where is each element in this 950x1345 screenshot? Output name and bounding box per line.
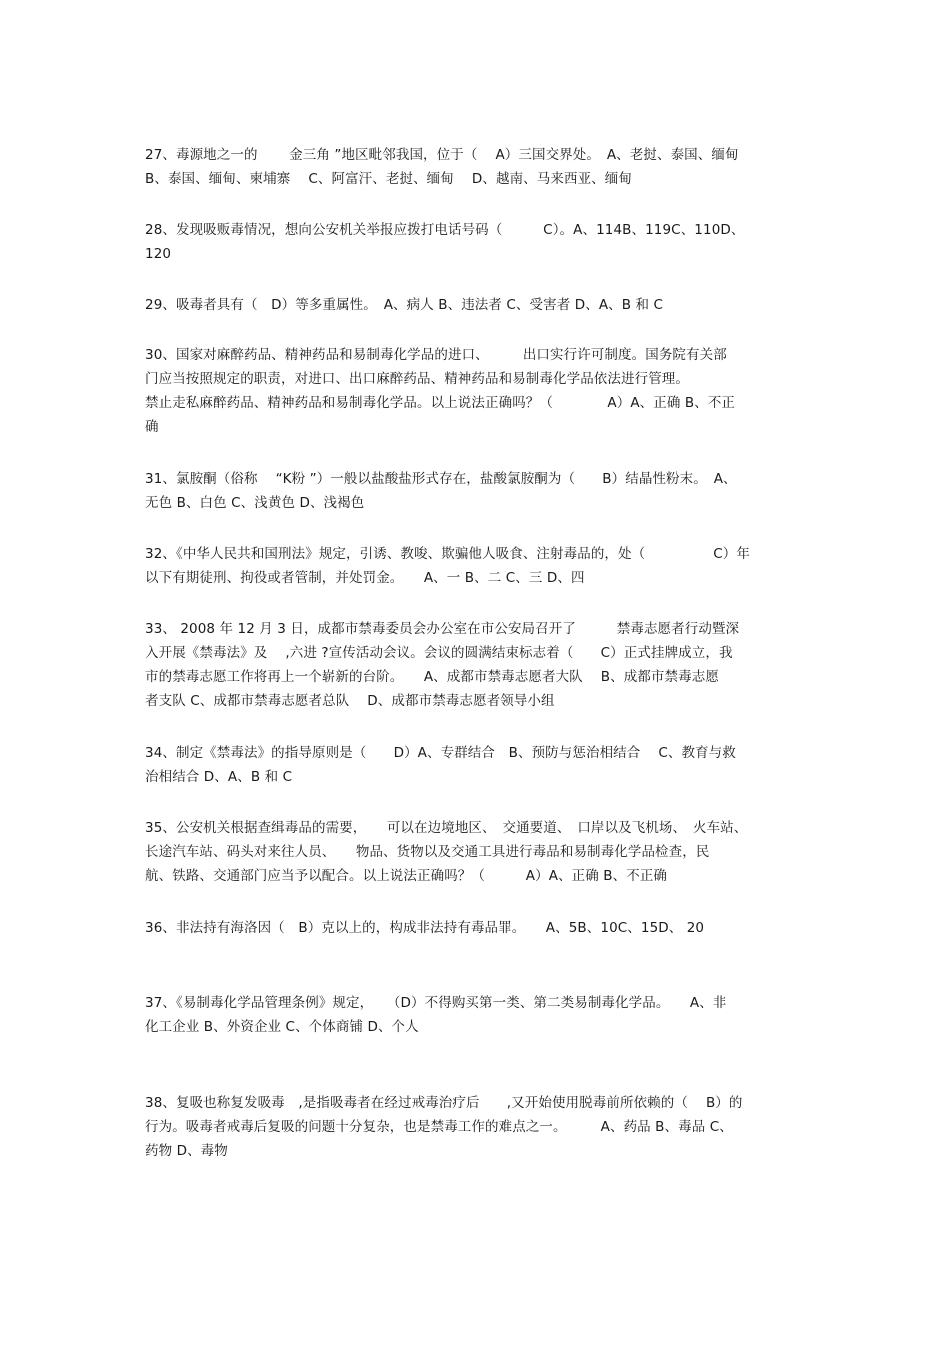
question-text-line: 38、复吸也称复发吸毒 ,是指吸毒者在经过戒毒治疗后 ,又开始使用脱毒前所依赖的（ B）的 bbox=[145, 1095, 743, 1111]
question-text-line: 31、氯胺酮（俗称 “K粉 ”）一般以盐酸盐形式存在，盐酸氯胺酮为（ B）结晶性粉末。 A、 bbox=[145, 471, 737, 487]
question-text-line: 治相结合 D、A、B 和 C bbox=[145, 769, 293, 785]
question-31 bbox=[145, 467, 810, 515]
question-text-line: 药物 D、毒物 bbox=[145, 1143, 228, 1159]
question-text-line: 36、非法持有海洛因（ B）克以上的，构成非法持有毒品罪。 A、5B、10C、15D、 20 bbox=[145, 920, 705, 936]
question-text-line: 28、发现吸贩毒情况，想向公安机关举报应拨打电话号码（ C）。A、114B、119C、110D、 bbox=[145, 222, 745, 238]
question-text-line: 航、铁路、交通部门应当予以配合。以上说法正确吗？（ A）A、正确 B、不正确 bbox=[145, 868, 668, 884]
question-text-line: 27、毒源地之一的 金三角 ”地区毗邻我国，位于（ A）三国交界处。 A、老挝、泰国、缅甸 bbox=[145, 147, 739, 163]
question-38 bbox=[145, 1091, 810, 1163]
question-text-line: 入开展《禁毒法》及 ,六进 ?宣传活动会议。会议的圆满结束标志着（ C）正式挂牌成立，我 bbox=[145, 645, 733, 661]
question-text-line: 32、《中华人民共和国刑法》规定，引诱、教唆、欺骗他人吸食、注射毒品的，处（ C）年 bbox=[145, 546, 750, 562]
question-text-line: 化工企业 B、外资企业 C、个体商铺 D、个人 bbox=[145, 1019, 419, 1035]
question-28 bbox=[145, 218, 810, 266]
question-text-line: 34、制定《禁毒法》的指导原则是（ D）A、专群结合 B、预防与惩治相结合 C、教育与救 bbox=[145, 745, 736, 761]
question-text-line: 37、《易制毒化学品管理条例》规定， （D）不得购买第一类、第二类易制毒化学品。 A、非 bbox=[145, 995, 727, 1011]
question-text-line: 禁止走私麻醉药品、精神药品和易制毒化学品。以上说法正确吗？（ A）A、正确 B、不正 bbox=[145, 395, 736, 411]
question-text-line: 30、国家对麻醉药品、精神药品和易制毒化学品的进口、 出口实行许可制度。国务院有关部 bbox=[145, 347, 727, 363]
question-34 bbox=[145, 741, 810, 789]
question-text-line: 无色 B、白色 C、浅黄色 D、浅褐色 bbox=[145, 495, 365, 511]
question-text-line: 33、 2008 年 12 月 3 日，成都市禁毒委员会办公室在市公安局召开了 禁毒志愿者行动暨深 bbox=[145, 621, 740, 637]
question-text-line: 市的禁毒志愿工作将再上一个崭新的台阶。 A、成都市禁毒志愿者大队 B、成都市禁毒志愿 bbox=[145, 669, 719, 685]
question-text-line: 者支队 C、成都市禁毒志愿者总队 D、成都市禁毒志愿者领导小组 bbox=[145, 693, 555, 709]
question-text-line: 长途汽车站、码头对来往人员、 物品、货物以及交通工具进行毒品和易制毒化学品检查，民 bbox=[145, 844, 710, 860]
question-27 bbox=[145, 143, 810, 191]
question-33 bbox=[145, 617, 810, 713]
question-30 bbox=[145, 343, 810, 439]
question-text-line: B、泰国、缅甸、柬埔寨 C、阿富汗、老挝、缅甸 D、越南、马来西亚、缅甸 bbox=[145, 171, 632, 187]
question-text-line: 以下有期徒刑、拘役或者管制，并处罚金。 A、一 B、二 C、三 D、四 bbox=[145, 570, 585, 586]
question-29 bbox=[145, 293, 810, 317]
question-text-line: 门应当按照规定的职责，对进口、出口麻醉药品、精神药品和易制毒化学品依法进行管理。 bbox=[145, 371, 689, 387]
question-text-line: 120 bbox=[145, 246, 172, 262]
question-text-line: 确 bbox=[145, 419, 159, 435]
question-text-line: 29、吸毒者具有（ D）等多重属性。 A、病人 B、违法者 C、受害者 D、A、B 和 C bbox=[145, 297, 664, 313]
question-35 bbox=[145, 816, 810, 888]
question-37 bbox=[145, 991, 810, 1039]
question-text-line: 35、公安机关根据查缉毒品的需要， 可以在边境地区、 交通要道、 口岸以及飞机场、 火车站、 bbox=[145, 820, 748, 836]
question-36 bbox=[145, 916, 810, 940]
question-32 bbox=[145, 542, 810, 590]
question-text-line: 行为。吸毒者戒毒后复吸的问题十分复杂，也是禁毒工作的难点之一。 A、药品 B、毒品 C、 bbox=[145, 1119, 733, 1135]
